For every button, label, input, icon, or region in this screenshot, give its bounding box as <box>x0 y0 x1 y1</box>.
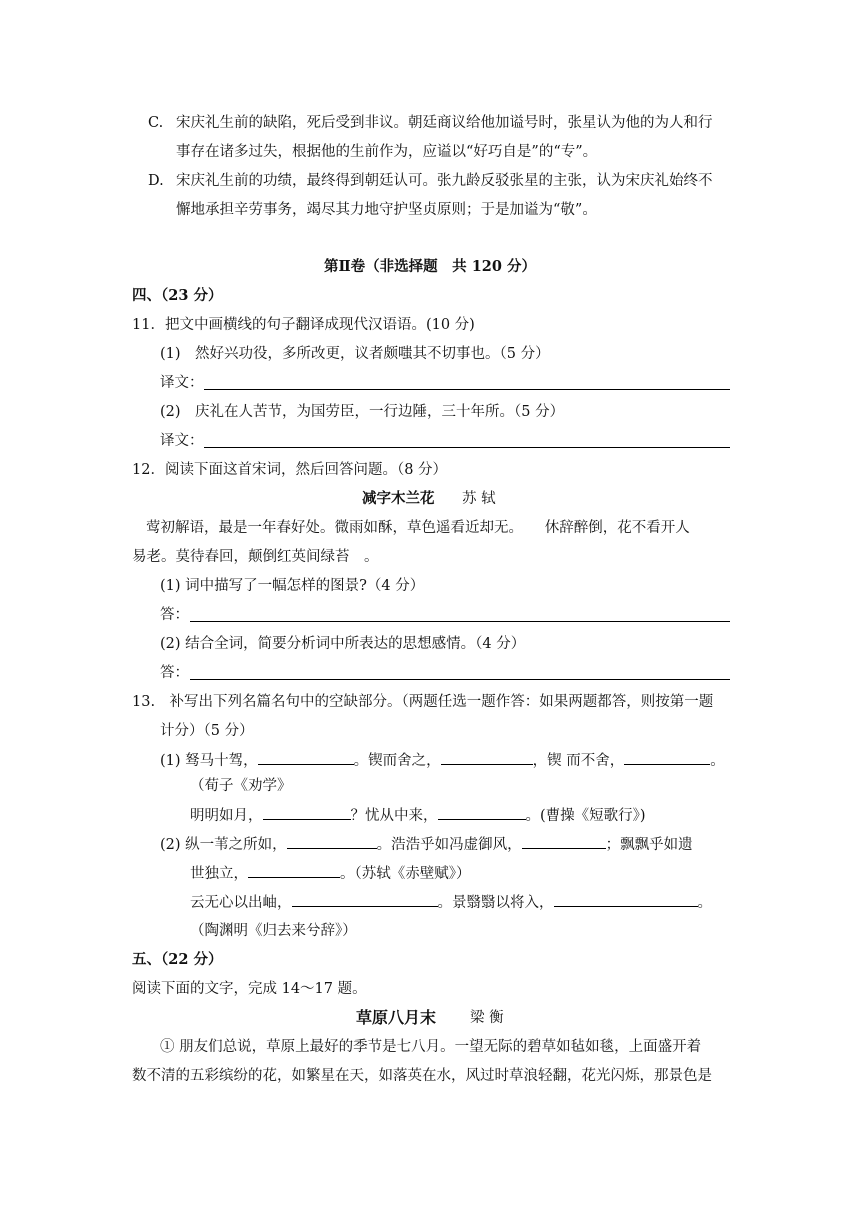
essay-paragraph-cont: 数不清的五彩缤纷的花，如繁星在天，如落英在水，风过时草浪轻翻，花光闪烁，那景色是 <box>132 1068 712 1084</box>
option-c-text-cont: 事存在诸多过失，根据他的生前作为，应谥以“好巧自是”的“专”。 <box>176 144 598 160</box>
question-12-sub-1: (1) 词中描写了一幅怎样的图景?（4 分） <box>160 578 425 594</box>
fill-text: 世独立， <box>190 866 248 882</box>
question-13-stem-cont: 计分）（5 分） <box>160 723 254 739</box>
answer-line[interactable] <box>204 447 730 448</box>
section-title: 第Ⅱ卷（非选择题 共 120 分） <box>323 258 537 275</box>
essay-paragraph: ① 朋友们总说，草原上最好的季节是七八月。一望无际的碧草如毡如毯，上面盛开着 <box>160 1039 702 1055</box>
part-heading: 五、（22 分） <box>132 951 223 968</box>
fill-blank[interactable] <box>554 892 698 907</box>
fill-text: 。景翳翳以将入， <box>437 895 554 911</box>
fill-blank[interactable] <box>438 805 526 820</box>
answer-label: 译文： <box>160 433 204 449</box>
fill-blank[interactable] <box>292 892 438 907</box>
fill-text: 。（苏轼《赤壁赋》） <box>340 866 471 882</box>
fill-in-line <box>160 750 725 771</box>
answer-label: 译文： <box>160 375 204 391</box>
answer-label: 答： <box>160 665 189 681</box>
fill-blank[interactable] <box>441 750 533 765</box>
question-11-sub-2: (2) 庆礼在人苦节，为国劳臣，一行边陲，三十年所。（5 分） <box>160 404 565 420</box>
fill-blank[interactable] <box>258 750 354 765</box>
answer-line[interactable] <box>204 389 730 390</box>
question-11-stem: 11．把文中画横线的句子翻译成现代汉语语。(10 分) <box>132 317 475 333</box>
fill-text: ？忧从中来， <box>350 808 438 824</box>
essay-title: 草原八月末 <box>356 1008 437 1027</box>
fill-text: 明明如月， <box>190 808 263 824</box>
essay-author: 梁 衡 <box>470 1010 504 1026</box>
fill-in-line <box>190 863 471 884</box>
fill-text: (1) 驽马十驾， <box>160 753 258 769</box>
answer-line[interactable] <box>190 679 730 680</box>
answer-label: 答： <box>160 607 189 623</box>
option-d-label: D. <box>148 173 164 189</box>
fill-text: 。(曹操《短歌行》) <box>525 808 646 824</box>
source-citation: （荀子《劝学》 <box>190 778 292 794</box>
poem-text: 莺初解语，最是一年春好处。微雨如酥，草色遥看近却无。 休辞醉倒，花不看开人 <box>146 520 690 536</box>
fill-text: 。 <box>697 895 712 911</box>
poem-author: 苏 轼 <box>462 491 496 507</box>
fill-text: 云无心以出岫， <box>190 895 292 911</box>
source-citation: （陶渊明《归去来兮辞》） <box>190 923 357 939</box>
answer-line[interactable] <box>190 621 730 622</box>
option-c-label: C. <box>148 115 164 131</box>
fill-text: 。 <box>710 753 725 769</box>
fill-blank[interactable] <box>248 863 340 878</box>
question-12-stem: 12．阅读下面这首宋词，然后回答问题。（8 分） <box>132 462 448 478</box>
fill-text: 。锲而舍之， <box>353 753 441 769</box>
question-11-sub-1: (1) 然好兴功役，多所改更，议者颇嗤其不切事也。（5 分） <box>160 346 550 362</box>
option-d-text: 宋庆礼生前的功绩，最终得到朝廷认可。张九龄反驳张星的主张，认为宋庆礼始终不 <box>176 173 713 189</box>
fill-blank[interactable] <box>624 750 710 765</box>
reading-intro: 阅读下面的文字，完成 14～17 题。 <box>132 981 367 997</box>
fill-in-line <box>190 805 646 826</box>
fill-blank[interactable] <box>522 834 606 849</box>
fill-in-line <box>160 834 693 855</box>
part-heading: 四、（23 分） <box>132 287 223 304</box>
fill-in-line <box>190 892 712 913</box>
question-13-stem: 13. 补写出下列名篇名句中的空缺部分。（两题任选一题作答：如果两题都答，则按第一题 <box>132 694 714 710</box>
poem-text-cont: 易老。莫待春回，颠倒红英间绿苔 。 <box>132 549 379 565</box>
fill-text: ；飘飘乎如遗 <box>605 837 693 853</box>
fill-blank[interactable] <box>263 805 351 820</box>
question-12-sub-2: (2) 结合全词，简要分析词中所表达的思想感情。（4 分） <box>160 636 526 652</box>
option-d-text-cont: 懈地承担辛劳事务，竭尽其力地守护坚贞原则；于是加谥为“敬”。 <box>176 202 597 218</box>
fill-text: ，锲 而不舍， <box>532 753 625 769</box>
poem-title: 减字木兰花 <box>362 490 435 507</box>
fill-blank[interactable] <box>287 834 377 849</box>
fill-text: (2) 纵一苇之所如， <box>160 837 287 853</box>
fill-text: 。浩浩乎如冯虚御风， <box>376 837 522 853</box>
option-c-text: 宋庆礼生前的缺陷，死后受到非议。朝廷商议给他加谥号时，张星认为他的为人和行 <box>176 115 713 131</box>
